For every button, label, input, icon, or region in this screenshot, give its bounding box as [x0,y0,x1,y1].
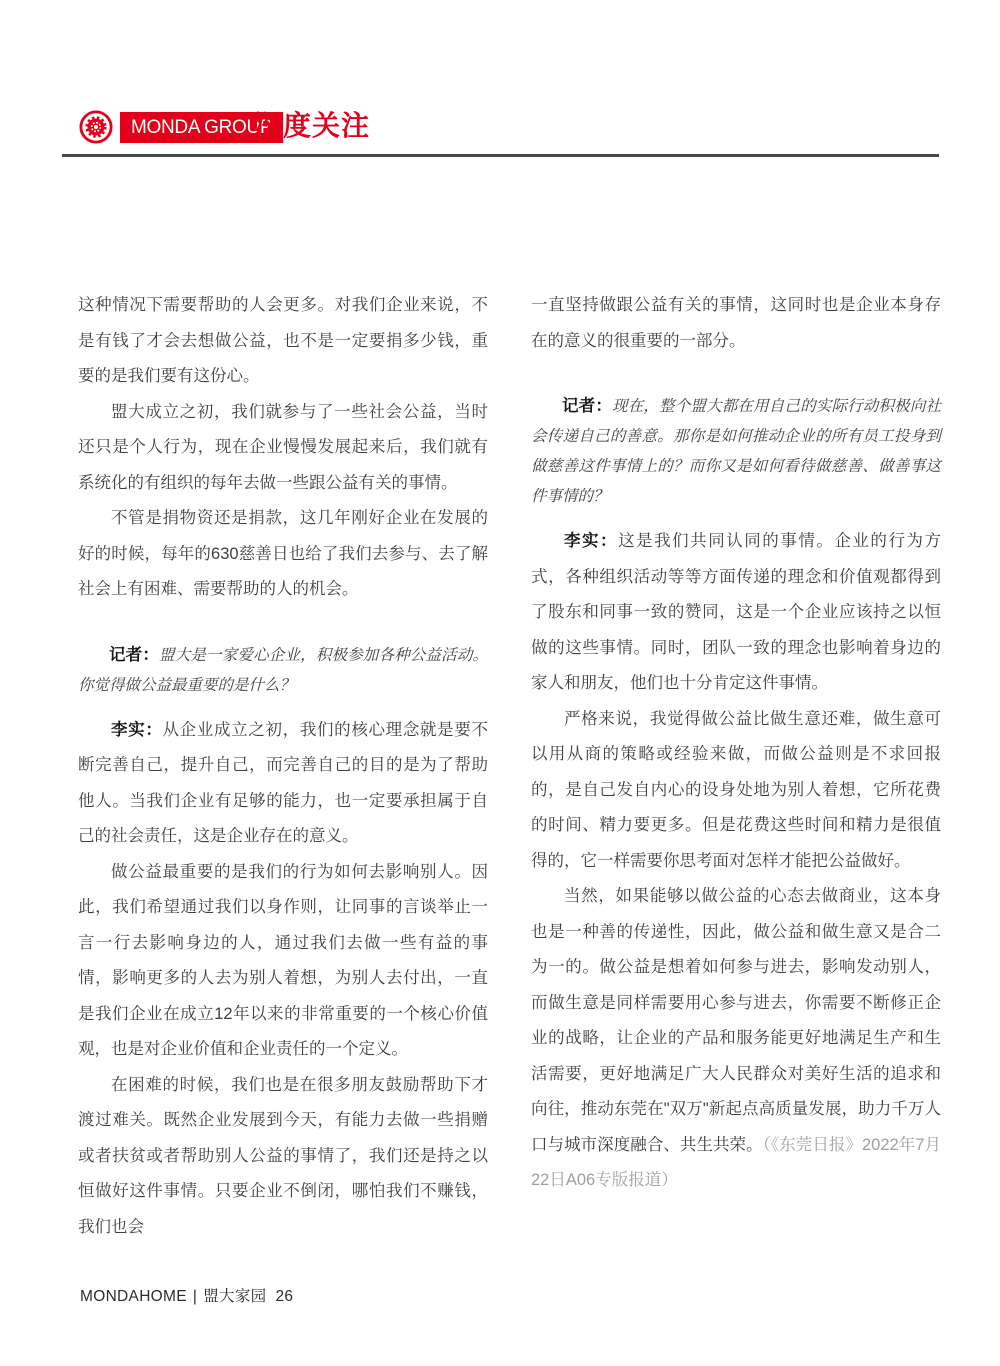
interview-question: 记者：现在，整个盟大都在用自己的实际行动积极向社会传递自己的善意。那你是如何推动企业的所有员工投身到做慈善这件事情上的？而你又是如何看待做慈善、做善事这件事情的？ [531,397,941,505]
article-paragraph: 当然，如果能够以做公益的心态去做商业，这本身也是一种善的传递性，因此，做公益和做生意又是合二为一的。做公益是想着如何参与进去，影响发动别人，而做生意是同样需要用心参与进去，你需要不断修正企业的战略，让企业的产品和服务能更好地满足生产和生活需要，更好地满足广大人民群众对美好生活的追求和向往，推动东莞在"双万"新起点高质量发展，助力千万人口与城市深度融合、共生共荣。（《东莞日报》2022年7月22日A06专版报道） [531,887,942,1189]
section-title: 深度关注 [254,110,371,141]
brand-badge: MONDA GROUP [120,112,283,143]
page-number: 26 [275,1288,294,1305]
article-column-right [531,288,941,1199]
speaker-label: 李实： [564,532,619,550]
article-paragraph: 这种情况下需要帮助的人会更多。对我们企业来说，不是有钱了才会去想做公益，也不是一定要捐多少钱，重要的是我们要有这份心。 [78,296,488,385]
article-paragraph: 一直坚持做跟公益有关的事情，这同时也是企业本身存在的意义的很重要的一部分。 [531,296,941,350]
article-paragraph: 不管是捐物资还是捐款，这几年刚好企业在发展的好的时候，每年的630慈善日也给了我们去参与、去了解社会上有困难、需要帮助的人的机会。 [78,509,488,598]
speaker-label: 记者： [562,397,613,415]
article-paragraph: 做公益最重要的是我们的行为如何去影响别人。因此，我们希望通过我们以身作则，让同事的言谈举止一言一行去影响身边的人，通过我们去做一些有益的事情，影响更多的人去为别人着想，为别人去付出，一直是我们企业在成立12年以来的非常重要的一个核心价值观，也是对企业价值和企业责任的一个定义。 [78,862,488,1058]
article-paragraph: 严格来说，我觉得做公益比做生意还难，做生意可以用从商的策略或经验来做，而做公益则是不求回报的，是自己发自内心的设身处地为别人着想，它所花费的时间、精力要更多。但是花费这些时间和精力是很值得的，它一样需要你思考面对怎样才能把公益做好。 [531,709,941,870]
speaker-label: 记者： [109,645,160,664]
source-citation: （《东莞日报》2022年7月22日A06专版报道） [531,1135,942,1189]
page-footer [80,1284,293,1306]
footer-site-name: 盟大家园 [203,1288,267,1305]
header-divider [62,154,939,157]
monda-logo-icon [79,110,113,144]
article-column-left [78,288,488,1245]
speaker-label: 李实： [111,720,163,739]
article-paragraph: 在困难的时候，我们也是在很多朋友鼓励帮助下才渡过难关。既然企业发展到今天，有能力去做一些捐赠或者扶贫或者帮助别人公益的事情了，我们还是持之以恒做好这件事情。只要企业不倒闭，哪怕我们不赚钱，我们也会 [78,1075,488,1236]
interview-answer: 李实：这是我们共同认同的事情。企业的行为方式，各种组织活动等等方面传递的理念和价值观都得到了股东和同事一致的赞同，这是一个企业应该持之以恒做的这些事情。同时，团队一致的理念也影响着身边的家人和朋友，他们也十分肯定这件事情。 [531,532,942,692]
interview-question: 记者：盟大是一家爱心企业，积极参加各种公益活动。你觉得做公益最重要的是什么？ [78,645,488,694]
article-paragraph: 盟大成立之初，我们就参与了一些社会公益，当时还只是个人行为，现在企业慢慢发展起来后，我们就有系统化的有组织的每年去做一些跟公益有关的事情。 [78,402,488,492]
footer-brand: MONDAHOME [80,1288,187,1305]
interview-answer: 李实：从企业成立之初，我们的核心理念就是要不断完善自己，提升自己，而完善自己的目的是为了帮助他人。当我们企业有足够的能力，也一定要承担属于自己的社会责任，这是企业存在的意义。 [78,720,489,845]
footer-separator: | [192,1288,198,1305]
